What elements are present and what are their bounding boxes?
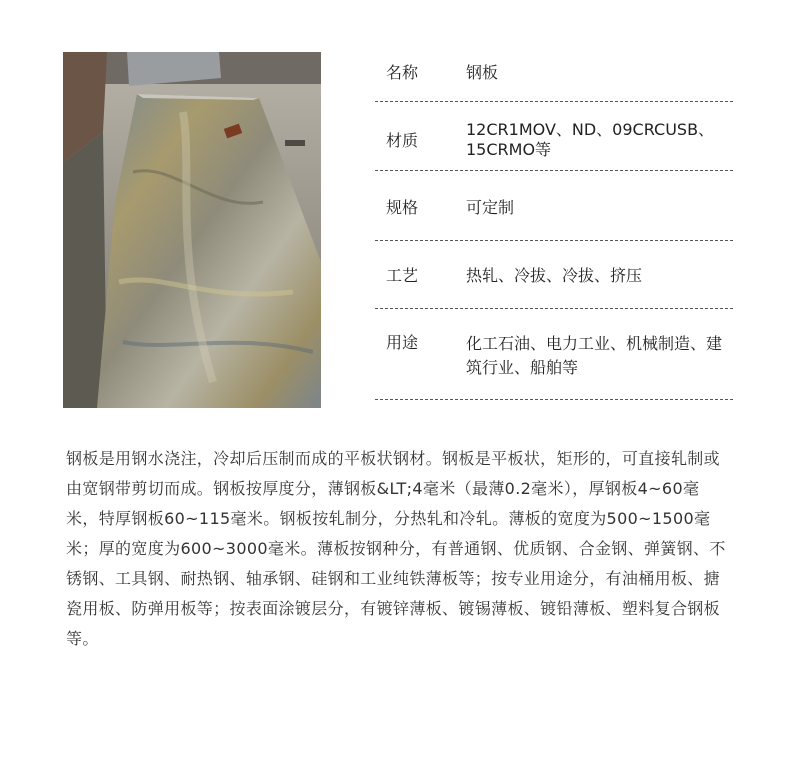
spec-row-material: [375, 102, 733, 171]
spec-row-name: [375, 52, 733, 102]
spec-row-process: [375, 241, 733, 309]
steel-plate-photo: [63, 52, 321, 408]
product-photo: [63, 52, 321, 408]
spec-value: 12CR1MOV、ND、09CRCUSB、15CRMO等: [466, 120, 715, 159]
product-description: 钢板是用钢水浇注，冷却后压制而成的平板状钢材。钢板是平板状，矩形的，可直接轧制或由宽钢带剪切而成。钢板按厚度分，薄钢板&LT;4毫米（最薄0.2毫米），厚钢板4~60毫米，特厚钢板60~115毫米。钢板按轧制分，分热轧和冷轧。薄板的宽度为500~1500毫米；厚的宽度为600~3000毫米。薄板按钢种分，有普通钢、优质钢、合金钢、弹簧钢、不锈钢、工具钢、耐热钢、轴承钢、硅钢和工业纯铁薄板等；按专业用途分，有油桶用板、搪瓷用板、防弹用板等；按表面涂镀层分，有镀锌薄板、镀锡薄板、镀铅薄板、塑料复合钢板等。: [66, 449, 726, 648]
spec-table: [375, 52, 733, 400]
spec-value: 可定制: [466, 198, 515, 217]
spec-key: 用途: [386, 333, 419, 352]
spec-key: 工艺: [386, 266, 419, 285]
spec-value: 钢板: [466, 63, 499, 82]
spec-value: 化工石油、电力工业、机械制造、建筑行业、船舶等: [466, 334, 723, 377]
spec-key: 规格: [386, 198, 419, 217]
spec-key: 名称: [386, 63, 419, 82]
spec-row-usage: [375, 309, 733, 400]
spec-row-spec: [375, 171, 733, 241]
spec-key: 材质: [386, 131, 419, 150]
spec-value: 热轧、冷拔、冷拔、挤压: [466, 266, 643, 285]
